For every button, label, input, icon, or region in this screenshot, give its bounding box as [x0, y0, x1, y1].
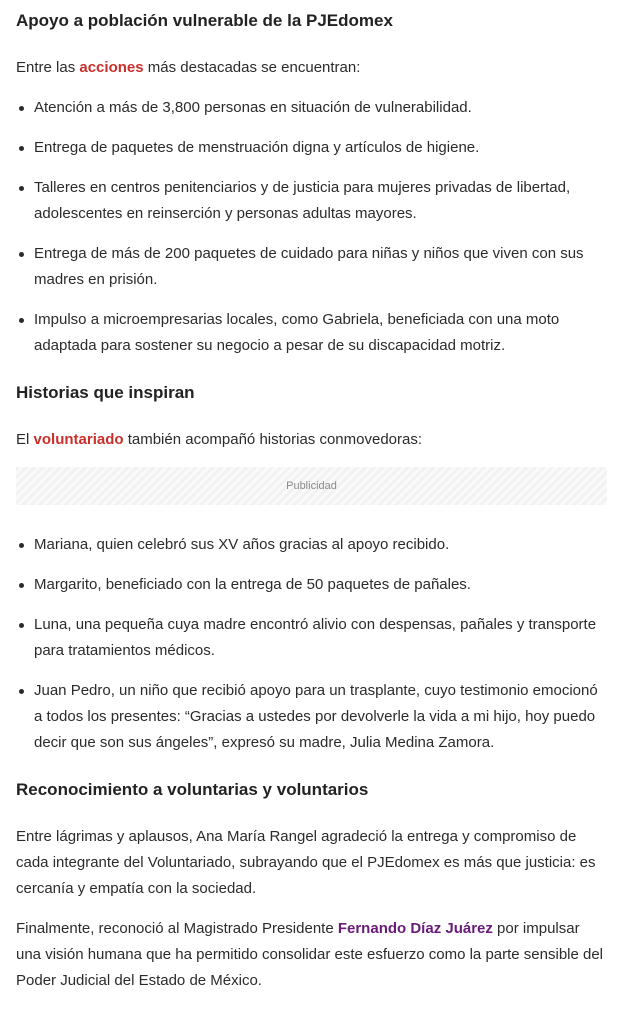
historias-list [16, 532, 607, 756]
intro-voluntariado: El voluntariado también acompañó historias conmovedoras: [16, 431, 423, 448]
article-body [0, 9, 625, 994]
list-item: Entrega de paquetes de menstruación digna y artículos de higiene. [16, 135, 607, 161]
ad-placeholder [16, 467, 607, 505]
list-item: Luna, una pequeña cuya madre encontró alivio con despensas, pañales y transporte para tratamientos médicos. [16, 612, 607, 664]
list-item: Mariana, quien celebró sus XV años gracias al apoyo recibido. [16, 532, 607, 558]
list-item: Entrega de más de 200 paquetes de cuidado para niñas y niños que viven con sus madres en prisión. [16, 241, 607, 293]
intro-acciones: Entre las acciones más destacadas se encuentran: [16, 59, 361, 76]
list-item: Juan Pedro, un niño que recibió apoyo para un trasplante, cuyo testimonio emocionó a todos los presentes: “Gracias a ustedes por devolverle la vida a mi hijo, hoy puedo decir que son sus ángeles”, expresó su madre, Julia Medina Zamora. [16, 678, 607, 756]
list-item: Atención a más de 3,800 personas en situación de vulnerabilidad. [16, 95, 607, 121]
voluntariado-link[interactable]: voluntariado [33, 431, 124, 448]
list-item: Impulso a microempresarias locales, como Gabriela, beneficiada con una moto adaptada para sostener su negocio a pesar de su discapacidad motriz. [16, 307, 607, 359]
paragraph-reconocimiento: Finalmente, reconoció al Magistrado Presidente Fernando Díaz Juárez por impulsar una visión humana que ha permitido consolidar este esfuerzo como la parte sensible del Poder Judicial del Estado de México. [16, 920, 604, 989]
acciones-list [16, 95, 607, 359]
list-item: Margarito, beneficiado con la entrega de 50 paquetes de pañales. [16, 572, 607, 598]
acciones-link[interactable]: acciones [79, 59, 144, 76]
heading-reconocimiento: Reconocimiento a voluntarias y voluntarios [16, 780, 369, 799]
fernando-diaz-link[interactable]: Fernando Díaz Juárez [337, 920, 493, 937]
ad-label: Publicidad [286, 480, 337, 492]
heading-apoyo: Apoyo a población vulnerable de la PJEdomex [16, 11, 393, 30]
heading-historias: Historias que inspiran [16, 383, 195, 402]
list-item: Talleres en centros penitenciarios y de justicia para mujeres privadas de libertad, adolescentes en reinserción y personas adultas mayores. [16, 175, 607, 227]
paragraph-agradecimiento: Entre lágrimas y aplausos, Ana María Rangel agradeció la entrega y compromiso de cada integrante del Voluntariado, subrayando que el PJEdomex es más que justicia: es cercanía y empatía con la sociedad. [16, 828, 596, 897]
